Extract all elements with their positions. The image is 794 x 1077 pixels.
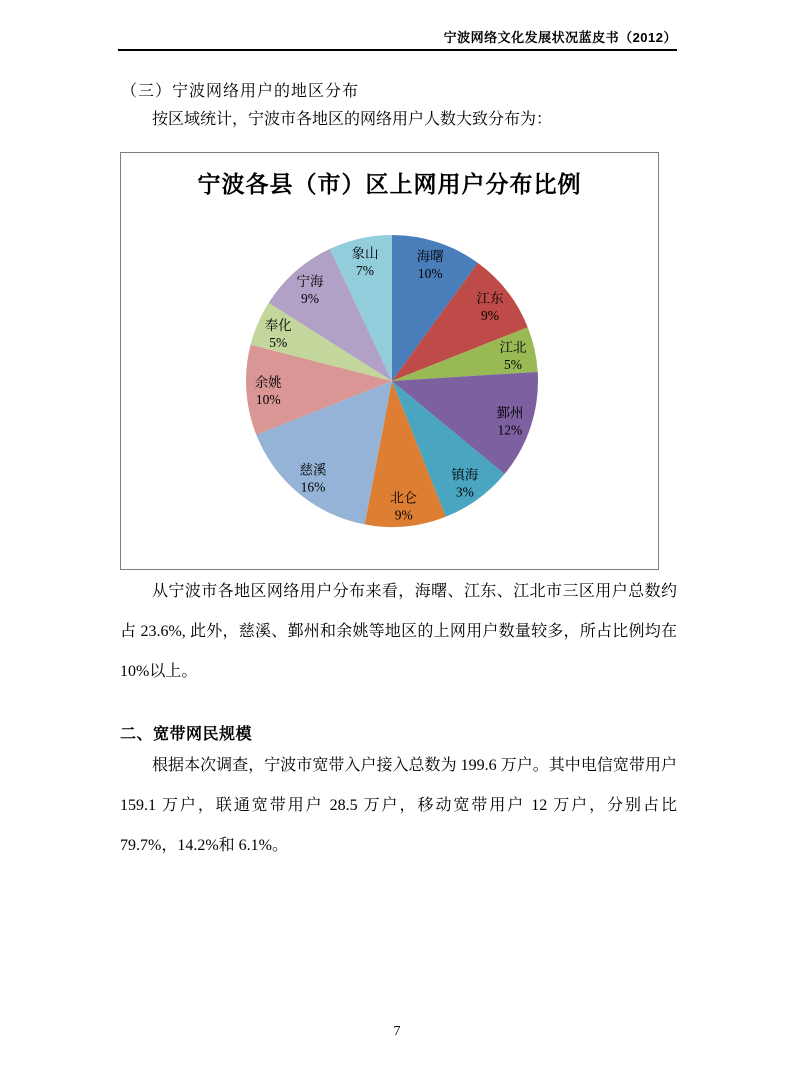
- analysis-paragraph: 从宁波市各地区网络用户分布来看，海曙、江东、江北市三区用户总数约占 23.6%, 此外，慈溪、鄞州和余姚等地区的上网用户数量较多，所占比例均在 10%以上。: [120, 583, 677, 680]
- pie-label-zhenhai-pct: 3%: [455, 484, 474, 500]
- pie-label-fenghua-pct: 5%: [269, 334, 288, 350]
- pie-label-yinzhou-name: 鄞州: [496, 405, 524, 421]
- broadband-paragraph: 根据本次调查，宁波市宽带入户接入总数为 199.6 万户。其中电信宽带用户 159.1 万户，联通宽带用户 28.5 万户，移动宽带用户 12 万户，分别占比 79.7%，14.2%和 6.1%。: [120, 757, 677, 854]
- pie-label-cixi-name: 慈溪: [299, 462, 327, 478]
- pie-label-haishu-pct: 10%: [417, 266, 443, 282]
- pie-label-jiangdong-pct: 9%: [481, 308, 499, 323]
- pie-label-cixi-pct: 16%: [300, 479, 326, 495]
- pie-label-yuyao-name: 余姚: [254, 374, 282, 390]
- intro-paragraph: 按区域统计，宁波市各地区的网络用户人数大致分布为：: [152, 111, 553, 128]
- pie-label-beilun-name: 北仑: [390, 490, 418, 506]
- pie-chart: [121, 153, 658, 567]
- pie-label-jiangbei-name: 江北: [499, 340, 527, 355]
- pie-label-ninghai-name: 宁海: [296, 274, 324, 289]
- page-number: 7: [393, 1024, 401, 1039]
- pie-label-fenghua-name: 奉化: [264, 317, 292, 333]
- pie-label-yuyao-pct: 10%: [255, 391, 281, 407]
- section-heading-region: （三）宁波网络用户的地区分布: [121, 83, 360, 100]
- section-heading-broadband: 二、宽带网民规模: [120, 726, 253, 743]
- pie-label-yinzhou-pct: 12%: [497, 422, 523, 438]
- pie-label-xiangshan-pct: 7%: [356, 263, 374, 278]
- header-rule: [118, 49, 677, 51]
- pie-label-haishu-name: 海曙: [416, 249, 444, 265]
- page-header-title: 宁波网络文化发展状况蓝皮书（2012）: [443, 30, 677, 45]
- pie-label-beilun-pct: 9%: [394, 507, 413, 523]
- chart-frame: [120, 152, 659, 570]
- pie-label-jiangdong-name: 江东: [476, 291, 504, 306]
- pie-label-jiangbei-pct: 5%: [504, 357, 522, 372]
- pie-label-zhenhai-name: 镇海: [451, 467, 479, 483]
- pie-label-xiangshan-name: 象山: [351, 246, 379, 261]
- chart-title: 宁波各县（市）区上网用户分布比例: [197, 171, 582, 197]
- pie-label-ninghai-pct: 9%: [301, 291, 319, 306]
